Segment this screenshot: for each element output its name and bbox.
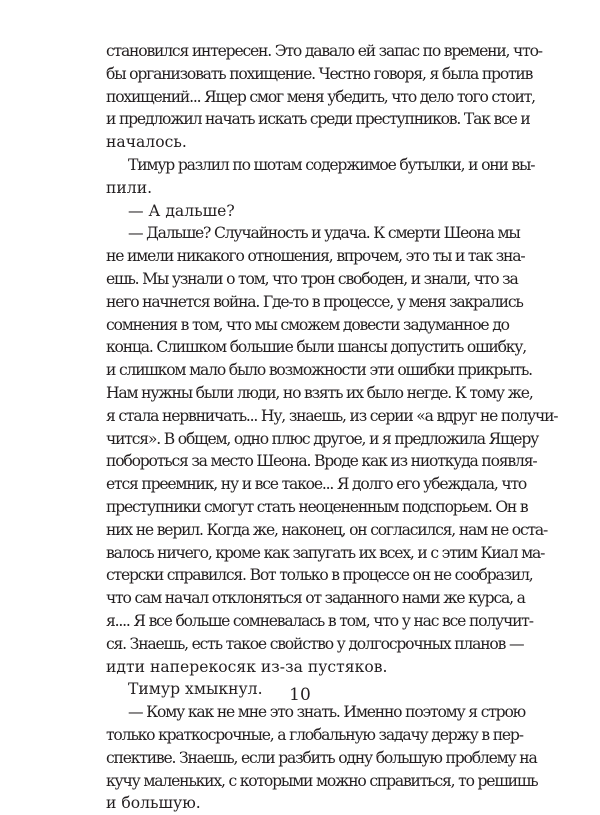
text-line: ешь. Мы узнали о том, что трон свободен, и знали, что за	[106, 269, 518, 288]
text-line: и предложил начать искать среди преступников. Так все и	[106, 110, 530, 129]
text-line: валось ничего, кроме как запугать их всех, и с этим Киал ма-	[106, 543, 545, 562]
text-line: сомнения в том, что мы сможем довести задуманное до	[106, 315, 509, 334]
text-line: стерски справился. Вот только в процессе он не сообразил,	[106, 566, 533, 585]
text-line: кучу маленьких, с которыми можно справиться, то решишь	[106, 771, 538, 790]
text-line: конца. Слишком большие были шансы допустить ошибку,	[106, 338, 527, 357]
text-line: я.... Я все больше сомневалась в том, что у нас все получит-	[106, 611, 533, 630]
text-line: чится». В общем, одно плюс другое, и я предложила Ящеру	[106, 429, 539, 448]
text-line: началось.	[106, 133, 187, 152]
text-line: Нам нужны были люди, но взять их было негде. К тому же,	[106, 383, 533, 402]
text-line: Тимур разлил по шотам содержимое бутылки, и они вы-	[128, 155, 535, 174]
text-line: пили.	[106, 178, 153, 197]
text-line: Тимур хмыкнул.	[128, 680, 263, 699]
text-line: становился интересен. Это давало ей запас по времени, что-	[106, 42, 542, 60]
text-line: не имели никакого отношения, впрочем, это ты и так зна-	[106, 247, 525, 266]
text-line: бы организовать похищение. Честно говоря, я была против	[106, 64, 533, 83]
text-line: ся. Знаешь, есть такое свойство у долгосрочных планов —	[106, 634, 524, 653]
text-line: — А дальше?	[128, 201, 235, 220]
text-line: я стала нервничать... Ну, знаешь, из серии «а вдруг не получи-	[106, 406, 558, 425]
text-line: побороться за место Шеона. Вроде как из ниоткуда появля-	[106, 452, 537, 471]
text-line: — Кому как не мне это знать. Именно поэтому я строю	[128, 703, 526, 722]
text-line: только краткосрочные, а глобальную задачу держу в пер-	[106, 725, 523, 744]
text-line: них не верил. Когда же, наконец, он согласился, нам не оста-	[106, 520, 548, 539]
text-line: и слишком мало было возможности эти ошибки прикрыть.	[106, 361, 532, 380]
text-line: что сам начал отклоняться от заданного нами же курса, а	[106, 589, 525, 608]
text-line: идти наперекосяк из-за пустяков.	[106, 657, 388, 676]
text-line: него начнется война. Где-то в процессе, у меня закрались	[106, 292, 523, 311]
text-line: похищений... Ящер смог меня убедить, что дело того стоит,	[106, 87, 535, 106]
text-line: — Дальше? Случайность и удача. К смерти Шеона мы	[128, 224, 520, 243]
page-number: 10	[289, 685, 311, 705]
text-line: преступники смогут стать неоцененным подспорьем. Он в	[106, 497, 528, 516]
text-line: спективе. Знаешь, если разбить одну большую проблему на	[106, 748, 537, 767]
text-line: и большую.	[106, 794, 201, 813]
text-line: ется преемник, ну и все такое... Я долго его убеждала, что	[106, 475, 527, 494]
